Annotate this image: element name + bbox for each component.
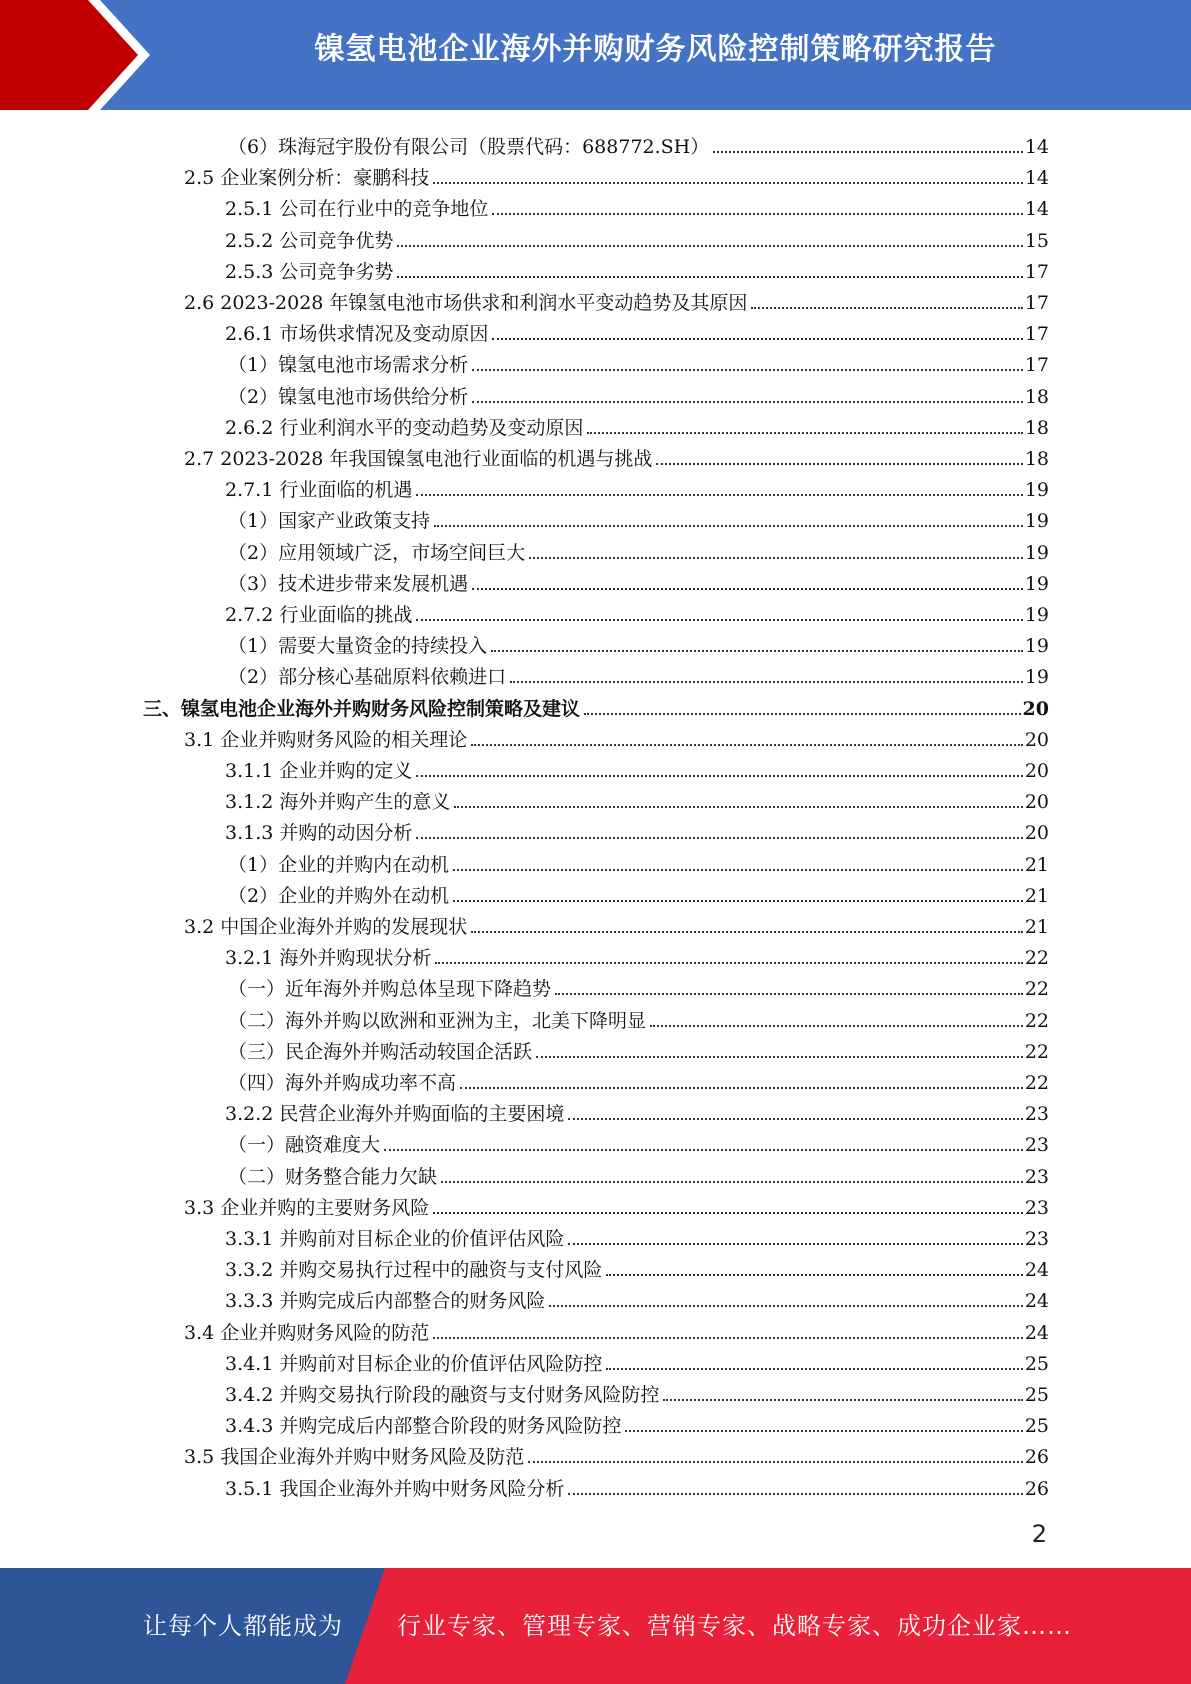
toc-entry-page: 14 (1024, 198, 1049, 221)
toc-entry[interactable] (225, 253, 1049, 284)
toc-leader-dots (555, 993, 1023, 995)
toc-leader-dots (433, 182, 1023, 184)
toc-entry[interactable] (228, 346, 1049, 377)
toc-entry[interactable] (184, 721, 1049, 752)
toc-leader-dots (472, 369, 1023, 371)
toc-leader-dots (471, 931, 1023, 933)
toc-entry[interactable] (225, 814, 1049, 845)
toc-entry-title: （2）企业的并购外在动机 (228, 884, 450, 907)
page-footer (0, 1568, 1191, 1684)
toc-entry[interactable] (225, 783, 1049, 814)
toc-entry-title: 3.3.3 并购完成后内部整合的财务风险 (225, 1290, 546, 1313)
toc-entry-title: （1）国家产业政策支持 (228, 510, 431, 533)
toc-entry[interactable] (225, 1220, 1049, 1251)
toc-entry-page: 26 (1024, 1477, 1049, 1500)
toc-entry[interactable] (225, 1470, 1049, 1501)
toc-entry-page: 21 (1024, 916, 1049, 938)
toc-leader-dots (650, 1025, 1023, 1027)
toc-entry[interactable] (184, 908, 1049, 939)
footer-slogan-left: 让每个人都能成为 (143, 1612, 343, 1640)
toc-entry-page: 15 (1024, 229, 1049, 252)
page-header (0, 0, 1191, 110)
toc-leader-dots (460, 1087, 1023, 1089)
toc-entry-page: 24 (1024, 1290, 1049, 1313)
toc-entry[interactable] (225, 471, 1049, 502)
toc-entry-page: 23 (1024, 1165, 1049, 1188)
toc-leader-dots (606, 1368, 1022, 1370)
toc-leader-dots (397, 276, 1022, 278)
toc-entry-page: 25 (1024, 1384, 1049, 1406)
toc-entry-page: 22 (1024, 947, 1049, 970)
toc-entry-title: （一）融资难度大 (228, 1134, 381, 1157)
toc-leader-dots (510, 681, 1023, 683)
toc-entry[interactable] (225, 409, 1049, 440)
toc-entry-page: 20 (1022, 697, 1049, 720)
toc-leader-dots (491, 650, 1023, 652)
toc-entry[interactable] (228, 1158, 1049, 1189)
toc-entry-title: 3.1.1 企业并购的定义 (225, 760, 413, 782)
toc-entry-page: 21 (1024, 884, 1049, 907)
toc-entry-title: 3.4.3 并购完成后内部整合阶段的财务风险防控 (225, 1415, 622, 1438)
toc-leader-dots (397, 245, 1022, 247)
toc-entry-title: （2）部分核心基础原料依赖进口 (228, 666, 507, 689)
toc-leader-dots (625, 1430, 1022, 1432)
toc-leader-dots (492, 338, 1022, 340)
toc-leader-dots (453, 869, 1023, 871)
toc-entry-title: 3.3 企业并购的主要财务风险 (184, 1196, 430, 1219)
toc-entry-title: 2.6.1 市场供求情况及变动原因 (225, 323, 489, 346)
toc-entry-page: 23 (1024, 1228, 1049, 1250)
toc-entry-title: 3.2.2 民营企业海外并购面临的主要困境 (225, 1103, 565, 1126)
toc-entry-title: 3.1 企业并购财务风险的相关理论 (184, 728, 468, 751)
toc-entry[interactable] (225, 939, 1049, 970)
toc-entry-page: 19 (1024, 510, 1049, 533)
toc-entry[interactable] (184, 1314, 1049, 1345)
toc-entry[interactable] (225, 1345, 1049, 1376)
footer-slogan-right: 行业专家、管理专家、营销专家、战略专家、成功企业家…… (397, 1612, 1072, 1640)
toc-entry-title: 2.5.1 公司在行业中的竞争地位 (225, 198, 489, 221)
toc-entry[interactable] (228, 502, 1049, 533)
toc-entry[interactable] (143, 690, 1049, 721)
toc-entry-title: 2.6 2023-2028 年镍氢电池市场供求和利润水平变动趋势及其原因 (184, 292, 748, 314)
toc-entry-page: 25 (1024, 1352, 1049, 1375)
toc-entry[interactable] (228, 1033, 1049, 1064)
toc-entry[interactable] (225, 596, 1049, 627)
toc-entry-page: 19 (1024, 541, 1049, 564)
toc-entry-title: 2.5 企业案例分析：豪鹏科技 (184, 167, 430, 190)
toc-entry[interactable] (184, 284, 1049, 315)
toc-entry-title: 3.2 中国企业海外并购的发展现状 (184, 916, 468, 938)
toc-entry[interactable] (228, 534, 1049, 565)
toc-leader-dots (663, 1399, 1022, 1401)
toc-leader-dots (472, 401, 1023, 403)
toc-entry[interactable] (225, 222, 1049, 253)
toc-leader-dots (472, 588, 1023, 590)
toc-entry-title: （1）镍氢电池市场需求分析 (228, 354, 469, 377)
toc-entry-title: 3.5.1 我国企业海外并购中财务风险分析 (225, 1477, 565, 1500)
toc-leader-dots (751, 307, 1022, 309)
toc-leader-dots (416, 619, 1022, 621)
toc-entry-title: 3.1.2 海外并购产生的意义 (225, 791, 451, 814)
toc-entry-page: 17 (1024, 323, 1049, 346)
toc-entry-page: 20 (1024, 822, 1049, 845)
toc-entry-title: 3.3.1 并购前对目标企业的价值评估风险 (225, 1228, 565, 1250)
toc-entry-title: （二）海外并购以欧洲和亚洲为主，北美下降明显 (228, 1009, 647, 1032)
toc-entry[interactable] (228, 1126, 1049, 1157)
toc-entry[interactable] (228, 846, 1049, 877)
toc-entry-title: （2）应用领域广泛，市场空间巨大 (228, 541, 526, 564)
toc-leader-dots (529, 557, 1023, 559)
toc-entry-page: 19 (1024, 635, 1049, 658)
toc-leader-dots (528, 1461, 1023, 1463)
toc-entry-title: （三）民企海外并购活动较国企活跃 (228, 1040, 533, 1063)
toc-entry-page: 14 (1024, 136, 1049, 158)
toc-entry-title: 2.5.3 公司竞争劣势 (225, 260, 394, 283)
toc-entry-title: 2.5.2 公司竞争优势 (225, 229, 394, 252)
toc-entry-title: （6）珠海冠宇股份有限公司（股票代码：688772.SH） (228, 136, 710, 158)
toc-entry-page: 21 (1024, 853, 1049, 876)
toc-entry-title: 3.2.1 海外并购现状分析 (225, 947, 432, 970)
toc-entry-page: 17 (1024, 292, 1049, 314)
page-number: 2 (1031, 1520, 1047, 1548)
toc-entry[interactable] (225, 1095, 1049, 1126)
toc-leader-dots (568, 1493, 1022, 1495)
toc-entry[interactable] (225, 1407, 1049, 1438)
toc-entry[interactable] (225, 1282, 1049, 1313)
toc-entry-title: 3.4.1 并购前对目标企业的价值评估风险防控 (225, 1352, 603, 1375)
toc-entry-title: 3.3.2 并购交易执行过程中的融资与支付风险 (225, 1259, 603, 1282)
toc-entry[interactable] (184, 1189, 1049, 1220)
toc-leader-dots (713, 151, 1023, 153)
toc-entry[interactable] (228, 658, 1049, 689)
toc-entry-page: 22 (1024, 1040, 1049, 1063)
toc-entry-page: 19 (1024, 479, 1049, 502)
toc-entry-page: 19 (1024, 572, 1049, 595)
toc-leader-dots (584, 713, 1021, 715)
toc-entry[interactable] (228, 128, 1049, 159)
toc-entry-title: 2.7.1 行业面临的机遇 (225, 479, 413, 502)
header-chevron-icon (0, 0, 160, 110)
toc-entry-page: 22 (1024, 978, 1049, 1001)
toc-entry-title: 2.7 2023-2028 年我国镍氢电池行业面临的机遇与挑战 (184, 448, 653, 470)
toc-entry-page: 20 (1024, 791, 1049, 814)
toc-leader-dots (434, 525, 1023, 527)
toc-leader-dots (433, 1337, 1023, 1339)
toc-entry-title: 3.1.3 并购的动因分析 (225, 822, 413, 845)
toc-leader-dots (587, 432, 1022, 434)
toc-entry-page: 24 (1024, 1321, 1049, 1344)
toc-entry-page: 18 (1024, 416, 1049, 439)
toc-entry-title: 3.5 我国企业海外并购中财务风险及防范 (184, 1446, 525, 1469)
toc-entry-page: 19 (1024, 604, 1049, 626)
toc-leader-dots (656, 463, 1022, 465)
toc-entry-page: 14 (1024, 167, 1049, 190)
toc-entry-page: 23 (1024, 1196, 1049, 1219)
toc-leader-dots (416, 494, 1022, 496)
toc-entry-title: （1）企业的并购内在动机 (228, 853, 450, 876)
toc-entry-page: 23 (1024, 1103, 1049, 1126)
toc-entry-title: （四）海外并购成功率不高 (228, 1072, 457, 1094)
toc-entry[interactable] (228, 1064, 1049, 1095)
toc-entry-title: 三、镍氢电池企业海外并购财务风险控制策略及建议 (143, 697, 581, 720)
toc-entry[interactable] (225, 752, 1049, 783)
toc-entry[interactable] (225, 1376, 1049, 1407)
toc-entry-page: 17 (1024, 354, 1049, 377)
toc-entry[interactable] (228, 970, 1049, 1001)
toc-entry[interactable] (228, 627, 1049, 658)
toc-leader-dots (471, 744, 1023, 746)
toc-leader-dots (384, 1149, 1023, 1151)
toc-entry-title: 2.6.2 行业利润水平的变动趋势及变动原因 (225, 416, 584, 439)
toc-entry-title: 2.7.2 行业面临的挑战 (225, 604, 413, 626)
toc-entry[interactable] (228, 877, 1049, 908)
toc-leader-dots (441, 1181, 1023, 1183)
toc-entry-page: 22 (1024, 1009, 1049, 1032)
toc-entry[interactable] (228, 1002, 1049, 1033)
toc-entry-page: 18 (1024, 385, 1049, 408)
toc-entry-title: 3.4.2 并购交易执行阶段的融资与支付财务风险防控 (225, 1384, 660, 1406)
toc-entry-page: 25 (1024, 1415, 1049, 1438)
toc-leader-dots (416, 775, 1022, 777)
toc-entry-title: 3.4 企业并购财务风险的防范 (184, 1321, 430, 1344)
toc-entry-page: 24 (1024, 1259, 1049, 1282)
toc-entry-page: 20 (1024, 760, 1049, 782)
toc-entry[interactable] (225, 1251, 1049, 1282)
toc-entry[interactable] (184, 1438, 1049, 1469)
toc-entry[interactable] (184, 440, 1049, 471)
toc-leader-dots (416, 837, 1022, 839)
toc-entry-title: （3）技术进步带来发展机遇 (228, 572, 469, 595)
toc-leader-dots (536, 1056, 1023, 1058)
toc-entry[interactable] (184, 159, 1049, 190)
toc-leader-dots (606, 1274, 1022, 1276)
toc-leader-dots (453, 900, 1023, 902)
toc-leader-dots (568, 1118, 1022, 1120)
toc-entry-title: （二）财务整合能力欠缺 (228, 1165, 438, 1188)
toc-entry-page: 19 (1024, 666, 1049, 689)
toc-leader-dots (454, 806, 1022, 808)
toc-entry-title: （1）需要大量资金的持续投入 (228, 635, 488, 658)
toc-entry-page: 20 (1024, 728, 1049, 751)
toc-entry-page: 26 (1024, 1446, 1049, 1469)
toc-leader-dots (492, 213, 1022, 215)
report-title: 镍氢电池企业海外并购财务风险控制策略研究报告 (314, 32, 997, 67)
toc-leader-dots (549, 1305, 1022, 1307)
toc-entry-title: （一）近年海外并购总体呈现下降趋势 (228, 978, 552, 1001)
toc-entry[interactable] (225, 315, 1049, 346)
toc-entry[interactable] (225, 190, 1049, 221)
toc-leader-dots (568, 1243, 1022, 1245)
toc-entry-page: 17 (1024, 260, 1049, 283)
toc-leader-dots (433, 1212, 1023, 1214)
toc-entry-page: 18 (1024, 448, 1049, 470)
toc-entry-page: 23 (1024, 1134, 1049, 1157)
toc-entry[interactable] (228, 565, 1049, 596)
toc-leader-dots (435, 962, 1022, 964)
toc-entry[interactable] (228, 378, 1049, 409)
toc-entry-page: 22 (1024, 1072, 1049, 1094)
toc-entry-title: （2）镍氢电池市场供给分析 (228, 385, 469, 408)
